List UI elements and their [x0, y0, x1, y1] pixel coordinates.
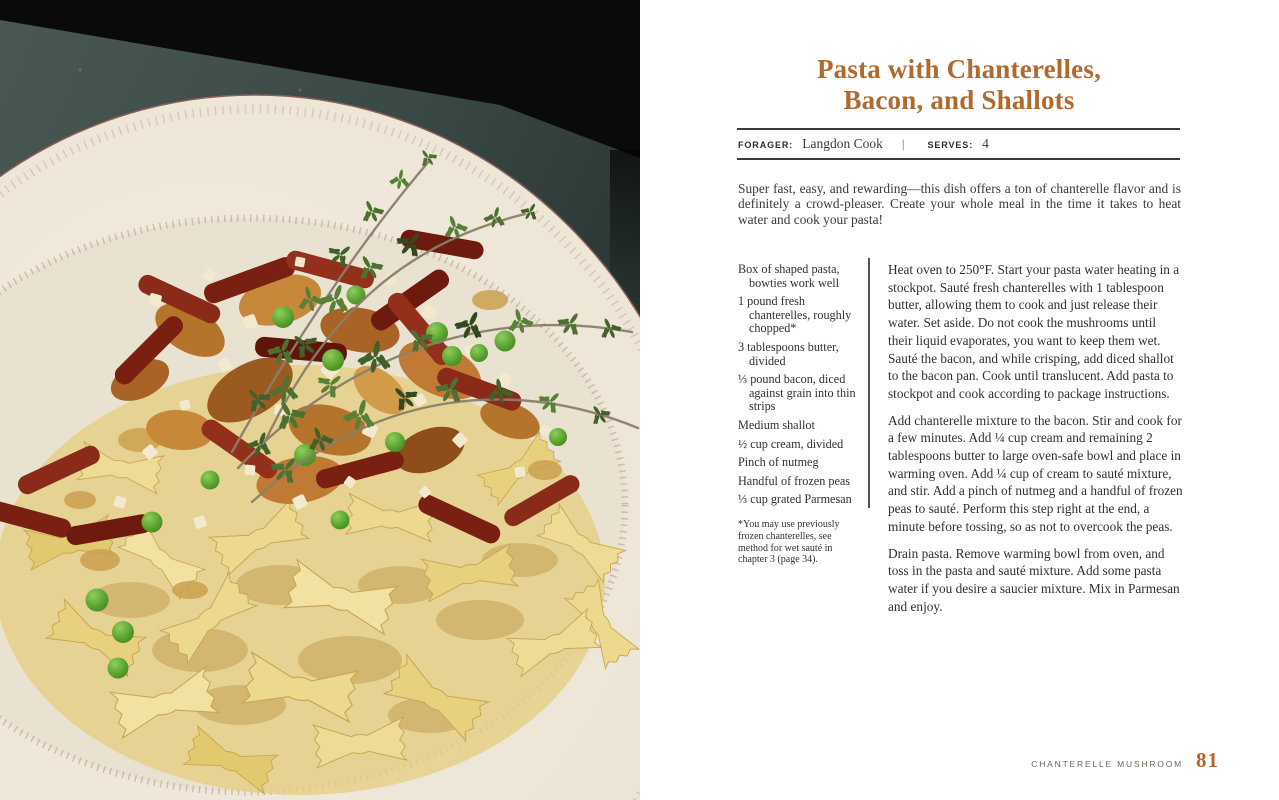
ingredient-item: Box of shaped pasta, bowties work well [738, 262, 840, 290]
instructions [888, 261, 1183, 624]
forager-label: FORAGER: [738, 140, 794, 150]
ingredient-item: ⅓ cup grated Parmesan [738, 492, 852, 507]
ingredient-item: Medium shallot [738, 417, 815, 432]
title-line-1: Pasta with Chanterelles, [816, 54, 1102, 84]
divider-top [737, 128, 1180, 130]
forager-value: Langdon Cook [802, 136, 883, 151]
title-line-2: Bacon, and Shallots [843, 85, 1075, 115]
ingredient-item: Handful of frozen peas [738, 473, 851, 488]
divider-bottom [737, 158, 1180, 160]
serves-label: SERVES: [927, 140, 974, 150]
ingredients-list [738, 263, 866, 512]
instruction-paragraph: Drain pasta. Remove warming bowl from oven, and toss in the pasta and sauté mixture. Add some pasta water if you desire a saucier mixture. Mix in Parmesan and enjoy. [888, 545, 1180, 614]
recipe-page [640, 0, 1279, 800]
ingredient-item: ⅓ pound bacon, diced against grain into thin strips [738, 372, 856, 414]
recipe-meta [738, 136, 1181, 158]
instruction-paragraph: Add chanterelle mixture to the bacon. Stir and cook for a few minutes. Add ¼ cup cream and remaining 2 tablespoons butter to large oven-safe bowl and place in warming oven. Add ¼ cup of cream to sauté mixture, and stir. Add a pinch of nutmeg and a handful of frozen peas to sauté. Perform this step right at the end, a minute before tossing, so as not to overcook the peas. [888, 412, 1183, 534]
ingredient-item: ½ cup cream, divided [738, 436, 844, 451]
instruction-paragraph: Heat oven to 250°F. Start your pasta water heating in a stockpot. Sauté fresh chanterelles with 1 tablespoon butter, allowing them to cook and just release their water. Set aside. Do not cook the mushrooms until their liquid evaporates, you want to keep them wet. Sauté the bacon, and while crisping, add diced shallot to the bacon pan. Cook until translucent. Add pasta to stockpot and cook according to package instructions. [888, 262, 1180, 401]
ingredient-item: 3 tablespoons butter, divided [738, 339, 839, 368]
ingredient-item: 1 pound fresh chanterelles, roughly chopped* [738, 294, 852, 336]
chapter-label: CHANTERELLE MUSHROOM [1031, 759, 1183, 769]
meta-separator: | [901, 136, 905, 151]
page-number: 81 [1196, 748, 1219, 772]
page-title [737, 54, 1181, 116]
serves-value: 4 [982, 136, 989, 151]
recipe-intro: Super fast, easy, and rewarding—this dish offers a ton of chanterelle flavor and is definitely a crowd-pleaser. Create your whole meal in the time it takes to heat water and cook your pasta! [738, 181, 1181, 227]
ingredient-footnote: *You may use previously frozen chanterelles, see method for wet sauté in chapter 3 (page 34). [738, 519, 840, 566]
ingredient-item: Pinch of nutmeg [738, 455, 819, 470]
column-divider [868, 258, 870, 508]
page-footer [1031, 748, 1219, 773]
